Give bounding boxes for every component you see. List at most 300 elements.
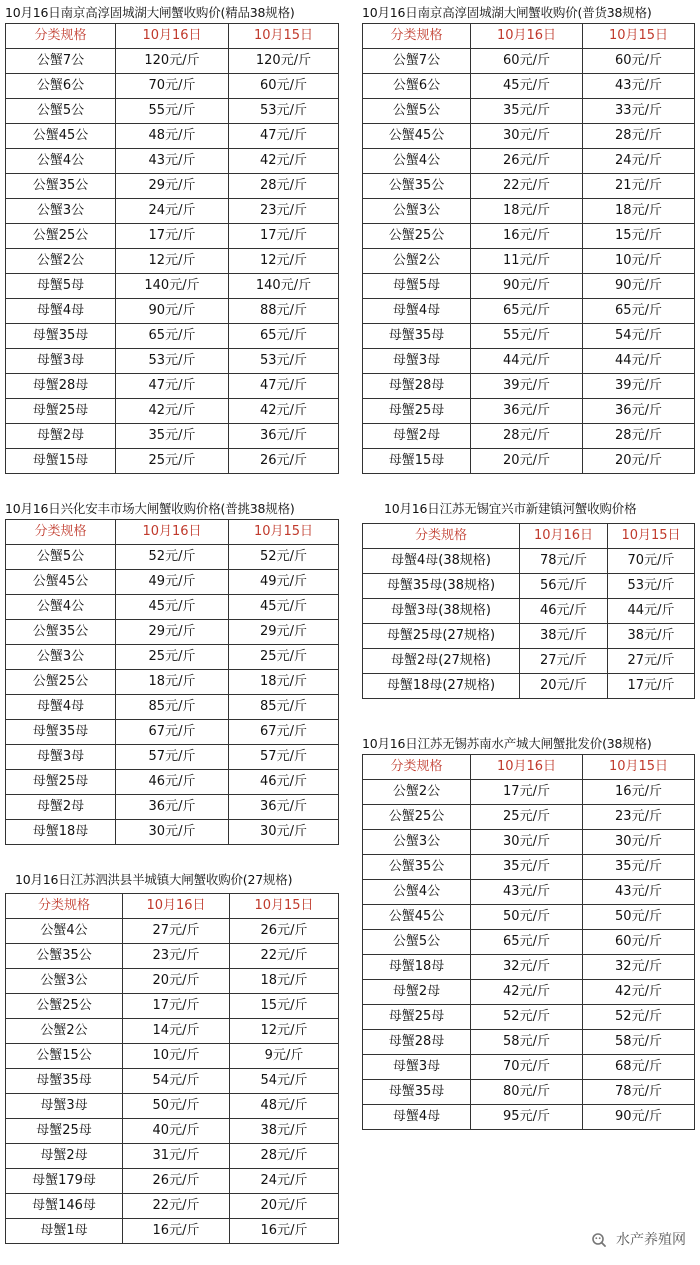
spec-cell: 公蟹25公 xyxy=(363,224,471,249)
price-oct15-cell: 49元/斤 xyxy=(229,570,339,595)
price-oct15-cell: 57元/斤 xyxy=(229,745,339,770)
table-row xyxy=(6,1219,339,1244)
table-row xyxy=(363,549,695,574)
spec-cell: 母蟹3母 xyxy=(6,745,116,770)
price-oct15-cell: 33元/斤 xyxy=(583,99,695,124)
price-oct16-cell: 40元/斤 xyxy=(123,1119,230,1144)
table-row xyxy=(363,1030,695,1055)
price-oct15-cell: 28元/斤 xyxy=(583,124,695,149)
table-row xyxy=(363,830,695,855)
price-oct16-cell: 24元/斤 xyxy=(116,199,229,224)
table-row xyxy=(6,74,339,99)
price-oct15-cell: 47元/斤 xyxy=(229,124,339,149)
spec-cell: 公蟹5公 xyxy=(363,930,471,955)
spec-cell: 公蟹5公 xyxy=(363,99,471,124)
table-row xyxy=(6,795,339,820)
price-oct16-cell: 58元/斤 xyxy=(471,1030,583,1055)
price-oct16-cell: 30元/斤 xyxy=(471,124,583,149)
spec-cell: 母蟹3母 xyxy=(6,1094,123,1119)
price-oct15-cell: 36元/斤 xyxy=(229,424,339,449)
price-oct16-cell: 17元/斤 xyxy=(123,994,230,1019)
table-row xyxy=(363,249,695,274)
price-oct15-cell: 52元/斤 xyxy=(229,545,339,570)
price-oct16-cell: 29元/斤 xyxy=(116,174,229,199)
price-oct16-cell: 47元/斤 xyxy=(116,374,229,399)
price-oct16-cell: 23元/斤 xyxy=(123,944,230,969)
table-row xyxy=(363,1005,695,1030)
spec-cell: 母蟹3母(38规格) xyxy=(363,599,520,624)
price-oct16-cell: 27元/斤 xyxy=(123,919,230,944)
table-row xyxy=(363,374,695,399)
price-oct16-cell: 55元/斤 xyxy=(471,324,583,349)
price-oct16-cell: 25元/斤 xyxy=(471,805,583,830)
column-header: 10月15日 xyxy=(229,24,339,49)
price-oct16-cell: 18元/斤 xyxy=(471,199,583,224)
spec-cell: 母蟹5母 xyxy=(363,274,471,299)
price-oct16-cell: 17元/斤 xyxy=(471,780,583,805)
table-title: 10月16日江苏无锡苏南水产城大闸蟹批发价(38规格) xyxy=(362,736,652,751)
spec-cell: 母蟹25母 xyxy=(363,399,471,424)
table-row xyxy=(363,99,695,124)
spec-cell: 母蟹2母(27规格) xyxy=(363,649,520,674)
table-header-row xyxy=(6,894,339,919)
price-oct16-cell: 12元/斤 xyxy=(116,249,229,274)
price-oct16-cell: 46元/斤 xyxy=(520,599,608,624)
column-header: 分类规格 xyxy=(363,524,520,549)
price-oct16-cell: 78元/斤 xyxy=(520,549,608,574)
price-oct16-cell: 26元/斤 xyxy=(471,149,583,174)
price-oct16-cell: 50元/斤 xyxy=(471,905,583,930)
price-oct16-cell: 54元/斤 xyxy=(123,1069,230,1094)
price-oct15-cell: 44元/斤 xyxy=(608,599,695,624)
price-oct15-cell: 22元/斤 xyxy=(230,944,339,969)
table-title: 10月16日江苏泗洪县半城镇大闸蟹收购价(27规格) xyxy=(15,872,293,887)
price-oct15-cell: 65元/斤 xyxy=(229,324,339,349)
price-oct16-cell: 49元/斤 xyxy=(116,570,229,595)
price-oct16-cell: 52元/斤 xyxy=(116,545,229,570)
spec-cell: 母蟹5母 xyxy=(6,274,116,299)
price-oct16-cell: 35元/斤 xyxy=(471,99,583,124)
column-header: 10月15日 xyxy=(583,24,695,49)
table-row xyxy=(363,424,695,449)
column-header: 10月15日 xyxy=(230,894,339,919)
table-row xyxy=(363,1080,695,1105)
table-row xyxy=(6,545,339,570)
table-header-row xyxy=(6,24,339,49)
price-oct15-cell: 21元/斤 xyxy=(583,174,695,199)
price-oct16-cell: 57元/斤 xyxy=(116,745,229,770)
price-oct15-cell: 44元/斤 xyxy=(583,349,695,374)
spec-cell: 母蟹15母 xyxy=(363,449,471,474)
price-oct16-cell: 60元/斤 xyxy=(471,49,583,74)
table-row xyxy=(6,299,339,324)
column-header: 10月16日 xyxy=(520,524,608,549)
price-oct16-cell: 95元/斤 xyxy=(471,1105,583,1130)
table-header-row xyxy=(363,24,695,49)
spec-cell: 公蟹4公 xyxy=(363,880,471,905)
price-oct15-cell: 20元/斤 xyxy=(230,1194,339,1219)
spec-cell: 母蟹179母 xyxy=(6,1169,123,1194)
price-oct15-cell: 26元/斤 xyxy=(229,449,339,474)
spec-cell: 母蟹146母 xyxy=(6,1194,123,1219)
spec-cell: 公蟹5公 xyxy=(6,99,116,124)
table-row xyxy=(363,124,695,149)
column-header: 10月16日 xyxy=(116,520,229,545)
price-oct16-cell: 70元/斤 xyxy=(116,74,229,99)
price-oct16-cell: 45元/斤 xyxy=(471,74,583,99)
price-oct15-cell: 42元/斤 xyxy=(229,149,339,174)
price-oct15-cell: 67元/斤 xyxy=(229,720,339,745)
price-oct15-cell: 23元/斤 xyxy=(583,805,695,830)
spec-cell: 公蟹7公 xyxy=(6,49,116,74)
spec-cell: 公蟹4公 xyxy=(6,595,116,620)
price-oct16-cell: 25元/斤 xyxy=(116,645,229,670)
price-oct16-cell: 39元/斤 xyxy=(471,374,583,399)
price-oct16-cell: 22元/斤 xyxy=(471,174,583,199)
spec-cell: 公蟹35公 xyxy=(6,620,116,645)
spec-cell: 母蟹4母 xyxy=(6,299,116,324)
price-oct15-cell: 60元/斤 xyxy=(583,930,695,955)
price-oct16-cell: 46元/斤 xyxy=(116,770,229,795)
table-row xyxy=(363,224,695,249)
price-table-yixing-xinjian xyxy=(362,498,695,699)
spec-cell: 公蟹7公 xyxy=(363,49,471,74)
table-row xyxy=(363,324,695,349)
spec-cell: 公蟹2公 xyxy=(363,780,471,805)
price-oct16-cell: 32元/斤 xyxy=(471,955,583,980)
spec-cell: 母蟹25母 xyxy=(363,1005,471,1030)
table-row xyxy=(6,670,339,695)
column-header: 10月16日 xyxy=(123,894,230,919)
price-table-sunan-aquatic xyxy=(362,733,695,1130)
price-oct16-cell: 30元/斤 xyxy=(116,820,229,845)
column-header: 分类规格 xyxy=(6,520,116,545)
price-oct15-cell: 15元/斤 xyxy=(230,994,339,1019)
price-oct15-cell: 85元/斤 xyxy=(229,695,339,720)
spec-cell: 母蟹4母 xyxy=(363,299,471,324)
spec-cell: 公蟹45公 xyxy=(363,124,471,149)
price-oct15-cell: 12元/斤 xyxy=(229,249,339,274)
spec-cell: 母蟹4母 xyxy=(6,695,116,720)
spec-cell: 母蟹25母 xyxy=(6,399,116,424)
spec-cell: 公蟹25公 xyxy=(6,224,116,249)
spec-cell: 母蟹18母(27规格) xyxy=(363,674,520,699)
price-oct15-cell: 20元/斤 xyxy=(583,449,695,474)
price-oct15-cell: 70元/斤 xyxy=(608,549,695,574)
table-row xyxy=(6,1069,339,1094)
spec-cell: 公蟹2公 xyxy=(6,249,116,274)
price-oct16-cell: 16元/斤 xyxy=(471,224,583,249)
price-oct15-cell: 18元/斤 xyxy=(583,199,695,224)
price-oct15-cell: 46元/斤 xyxy=(229,770,339,795)
spec-cell: 母蟹35母(38规格) xyxy=(363,574,520,599)
spec-cell: 母蟹2母 xyxy=(6,424,116,449)
price-oct15-cell: 12元/斤 xyxy=(230,1019,339,1044)
price-oct15-cell: 17元/斤 xyxy=(229,224,339,249)
table-title: 10月16日南京高淳固城湖大闸蟹收购价(精品38规格) xyxy=(5,5,295,20)
column-header: 10月15日 xyxy=(608,524,695,549)
price-oct15-cell: 53元/斤 xyxy=(608,574,695,599)
spec-cell: 公蟹15公 xyxy=(6,1044,123,1069)
table-row xyxy=(363,149,695,174)
price-oct15-cell: 60元/斤 xyxy=(583,49,695,74)
table-row xyxy=(6,1144,339,1169)
price-oct16-cell: 25元/斤 xyxy=(116,449,229,474)
price-oct16-cell: 56元/斤 xyxy=(520,574,608,599)
spec-cell: 公蟹35公 xyxy=(363,855,471,880)
price-oct15-cell: 47元/斤 xyxy=(229,374,339,399)
price-oct15-cell: 53元/斤 xyxy=(229,99,339,124)
table-row xyxy=(363,399,695,424)
price-oct15-cell: 42元/斤 xyxy=(229,399,339,424)
spec-cell: 公蟹35公 xyxy=(363,174,471,199)
price-oct15-cell: 28元/斤 xyxy=(230,1144,339,1169)
price-oct15-cell: 23元/斤 xyxy=(229,199,339,224)
spec-cell: 母蟹35母 xyxy=(6,1069,123,1094)
price-oct16-cell: 35元/斤 xyxy=(116,424,229,449)
table-row xyxy=(363,905,695,930)
price-oct15-cell: 43元/斤 xyxy=(583,880,695,905)
table-row xyxy=(363,955,695,980)
table-row xyxy=(363,805,695,830)
table-title: 10月16日兴化安丰市场大闸蟹收购价格(普挑38规格) xyxy=(5,501,295,516)
price-oct15-cell: 90元/斤 xyxy=(583,1105,695,1130)
spec-cell: 公蟹3公 xyxy=(6,969,123,994)
price-oct15-cell: 58元/斤 xyxy=(583,1030,695,1055)
price-oct15-cell: 25元/斤 xyxy=(229,645,339,670)
price-table-xinghua-anfeng xyxy=(5,498,339,845)
price-oct15-cell: 42元/斤 xyxy=(583,980,695,1005)
price-oct16-cell: 48元/斤 xyxy=(116,124,229,149)
spec-cell: 公蟹2公 xyxy=(363,249,471,274)
spec-cell: 母蟹35母 xyxy=(363,1080,471,1105)
price-oct15-cell: 27元/斤 xyxy=(608,649,695,674)
price-oct15-cell: 24元/斤 xyxy=(230,1169,339,1194)
table-row xyxy=(363,624,695,649)
table-row xyxy=(363,299,695,324)
table-row xyxy=(6,274,339,299)
spec-cell: 公蟹25公 xyxy=(363,805,471,830)
spec-cell: 母蟹25母(27规格) xyxy=(363,624,520,649)
price-oct16-cell: 28元/斤 xyxy=(471,424,583,449)
table-row xyxy=(6,174,339,199)
table-row xyxy=(6,349,339,374)
price-oct16-cell: 20元/斤 xyxy=(520,674,608,699)
price-oct15-cell: 43元/斤 xyxy=(583,74,695,99)
price-oct15-cell: 52元/斤 xyxy=(583,1005,695,1030)
spec-cell: 公蟹4公 xyxy=(363,149,471,174)
table-row xyxy=(6,399,339,424)
table-row xyxy=(6,1119,339,1144)
price-oct16-cell: 80元/斤 xyxy=(471,1080,583,1105)
table-row xyxy=(6,324,339,349)
price-oct15-cell: 10元/斤 xyxy=(583,249,695,274)
price-oct15-cell: 38元/斤 xyxy=(608,624,695,649)
price-oct16-cell: 27元/斤 xyxy=(520,649,608,674)
watermark xyxy=(590,1229,686,1249)
table-row xyxy=(363,599,695,624)
table-row xyxy=(363,674,695,699)
spec-cell: 公蟹3公 xyxy=(6,645,116,670)
spec-cell: 公蟹6公 xyxy=(6,74,116,99)
column-header: 分类规格 xyxy=(6,894,123,919)
column-header: 分类规格 xyxy=(6,24,116,49)
spec-cell: 母蟹2母 xyxy=(6,1144,123,1169)
table-row xyxy=(6,424,339,449)
spec-cell: 公蟹45公 xyxy=(6,570,116,595)
table-row xyxy=(6,99,339,124)
price-oct16-cell: 36元/斤 xyxy=(471,399,583,424)
price-oct16-cell: 29元/斤 xyxy=(116,620,229,645)
table-row xyxy=(6,1094,339,1119)
spec-cell: 母蟹3母 xyxy=(363,1055,471,1080)
table-row xyxy=(363,930,695,955)
price-table-nanjing-premium xyxy=(5,2,339,474)
price-oct15-cell: 78元/斤 xyxy=(583,1080,695,1105)
table-row xyxy=(6,1019,339,1044)
table-row xyxy=(363,349,695,374)
price-oct15-cell: 54元/斤 xyxy=(230,1069,339,1094)
price-oct15-cell: 90元/斤 xyxy=(583,274,695,299)
spec-cell: 公蟹35公 xyxy=(6,174,116,199)
price-oct15-cell: 45元/斤 xyxy=(229,595,339,620)
price-oct16-cell: 18元/斤 xyxy=(116,670,229,695)
spec-cell: 公蟹25公 xyxy=(6,994,123,1019)
price-table-nanjing-regular xyxy=(362,2,695,474)
spec-cell: 母蟹4母(38规格) xyxy=(363,549,520,574)
price-table-sihong-bancheng xyxy=(5,869,339,1244)
table-row xyxy=(6,1169,339,1194)
price-oct15-cell: 140元/斤 xyxy=(229,274,339,299)
price-oct15-cell: 53元/斤 xyxy=(229,349,339,374)
price-oct15-cell: 50元/斤 xyxy=(583,905,695,930)
table-row xyxy=(363,1105,695,1130)
table-row xyxy=(6,1194,339,1219)
spec-cell: 母蟹28母 xyxy=(363,374,471,399)
price-oct16-cell: 65元/斤 xyxy=(471,299,583,324)
table-row xyxy=(363,649,695,674)
price-oct15-cell: 48元/斤 xyxy=(230,1094,339,1119)
spec-cell: 公蟹45公 xyxy=(363,905,471,930)
price-oct16-cell: 120元/斤 xyxy=(116,49,229,74)
price-oct16-cell: 20元/斤 xyxy=(471,449,583,474)
table-title: 10月16日南京高淳固城湖大闸蟹收购价(普货38规格) xyxy=(362,5,652,20)
spec-cell: 公蟹35公 xyxy=(6,944,123,969)
price-oct15-cell: 36元/斤 xyxy=(229,795,339,820)
table-header-row xyxy=(6,520,339,545)
spec-cell: 母蟹2母 xyxy=(363,424,471,449)
price-oct16-cell: 42元/斤 xyxy=(116,399,229,424)
table-header-row xyxy=(363,524,695,549)
spec-cell: 母蟹2母 xyxy=(6,795,116,820)
spec-cell: 母蟹15母 xyxy=(6,449,116,474)
spec-cell: 公蟹5公 xyxy=(6,545,116,570)
table-row xyxy=(6,994,339,1019)
price-oct15-cell: 26元/斤 xyxy=(230,919,339,944)
price-oct16-cell: 50元/斤 xyxy=(123,1094,230,1119)
table-row xyxy=(363,780,695,805)
spec-cell: 公蟹6公 xyxy=(363,74,471,99)
price-oct16-cell: 55元/斤 xyxy=(116,99,229,124)
price-oct16-cell: 36元/斤 xyxy=(116,795,229,820)
spec-cell: 母蟹35母 xyxy=(6,324,116,349)
table-row xyxy=(6,944,339,969)
price-oct15-cell: 24元/斤 xyxy=(583,149,695,174)
wechat-search-icon xyxy=(590,1231,612,1247)
price-oct15-cell: 15元/斤 xyxy=(583,224,695,249)
table-row xyxy=(6,620,339,645)
price-oct15-cell: 18元/斤 xyxy=(230,969,339,994)
spec-cell: 母蟹3母 xyxy=(363,349,471,374)
spec-cell: 母蟹25母 xyxy=(6,1119,123,1144)
price-oct15-cell: 65元/斤 xyxy=(583,299,695,324)
spec-cell: 母蟹28母 xyxy=(363,1030,471,1055)
spec-cell: 母蟹35母 xyxy=(363,324,471,349)
column-header: 分类规格 xyxy=(363,24,471,49)
spec-cell: 母蟹2母 xyxy=(363,980,471,1005)
price-oct16-cell: 43元/斤 xyxy=(471,880,583,905)
table-row xyxy=(6,224,339,249)
price-oct16-cell: 35元/斤 xyxy=(471,855,583,880)
table-row xyxy=(363,855,695,880)
column-header: 10月15日 xyxy=(583,755,695,780)
table-row xyxy=(363,449,695,474)
table-row xyxy=(363,574,695,599)
spec-cell: 公蟹4公 xyxy=(6,149,116,174)
table-row xyxy=(363,199,695,224)
price-oct15-cell: 9元/斤 xyxy=(230,1044,339,1069)
table-row xyxy=(6,49,339,74)
spec-cell: 母蟹18母 xyxy=(6,820,116,845)
column-header: 分类规格 xyxy=(363,755,471,780)
column-header: 10月15日 xyxy=(229,520,339,545)
price-oct16-cell: 16元/斤 xyxy=(123,1219,230,1244)
price-oct16-cell: 22元/斤 xyxy=(123,1194,230,1219)
table-row xyxy=(363,49,695,74)
table-row xyxy=(6,695,339,720)
price-oct16-cell: 42元/斤 xyxy=(471,980,583,1005)
price-oct16-cell: 31元/斤 xyxy=(123,1144,230,1169)
price-oct15-cell: 30元/斤 xyxy=(583,830,695,855)
price-oct16-cell: 43元/斤 xyxy=(116,149,229,174)
table-row xyxy=(6,820,339,845)
price-oct16-cell: 90元/斤 xyxy=(116,299,229,324)
column-header: 10月16日 xyxy=(471,24,583,49)
spec-cell: 公蟹3公 xyxy=(363,199,471,224)
column-header: 10月16日 xyxy=(116,24,229,49)
table-row xyxy=(363,980,695,1005)
table-row xyxy=(363,174,695,199)
table-row xyxy=(6,249,339,274)
table-row xyxy=(363,74,695,99)
price-oct15-cell: 16元/斤 xyxy=(230,1219,339,1244)
price-oct16-cell: 20元/斤 xyxy=(123,969,230,994)
table-row xyxy=(6,770,339,795)
price-oct16-cell: 38元/斤 xyxy=(520,624,608,649)
price-oct15-cell: 36元/斤 xyxy=(583,399,695,424)
price-oct16-cell: 85元/斤 xyxy=(116,695,229,720)
price-oct15-cell: 68元/斤 xyxy=(583,1055,695,1080)
price-oct15-cell: 120元/斤 xyxy=(229,49,339,74)
price-oct16-cell: 11元/斤 xyxy=(471,249,583,274)
price-oct15-cell: 28元/斤 xyxy=(583,424,695,449)
price-oct15-cell: 35元/斤 xyxy=(583,855,695,880)
table-row xyxy=(6,149,339,174)
column-header: 10月16日 xyxy=(471,755,583,780)
table-row xyxy=(6,919,339,944)
spec-cell: 母蟹4母 xyxy=(363,1105,471,1130)
price-oct15-cell: 38元/斤 xyxy=(230,1119,339,1144)
